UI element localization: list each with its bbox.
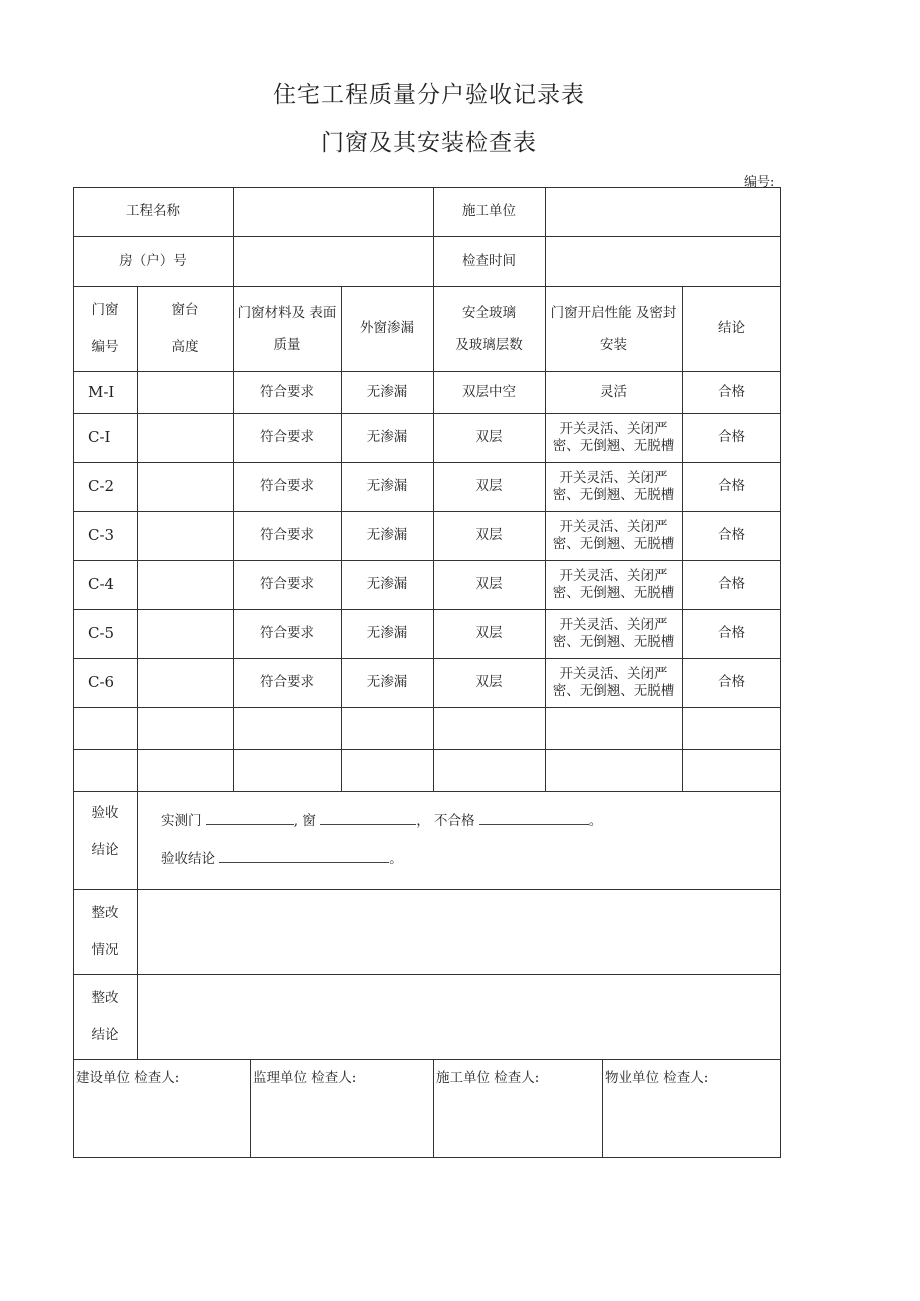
header-glass-line2: 及玻璃层数 — [455, 336, 523, 353]
divider — [73, 791, 781, 792]
row-material: 符合要求 — [260, 383, 314, 400]
unqualified-label: ， 不合格 — [416, 813, 475, 829]
row-operation-line1: 开关灵活、关闭严 — [559, 469, 668, 486]
header-safety-glass — [433, 286, 545, 371]
rectification-conclusion-line2: 结论 — [91, 1026, 119, 1043]
header-window-id-line2: 编号 — [91, 338, 119, 355]
signature-contractor: 施工单位 检查人: — [436, 1070, 540, 1086]
row-material: 符合要求 — [260, 527, 314, 544]
project-name-field[interactable] — [233, 187, 433, 236]
row-leakage: 无渗漏 — [366, 478, 408, 495]
row-id: C-5 — [88, 624, 115, 643]
table-border-bottom — [73, 1157, 781, 1158]
line1-period: 。 — [588, 813, 603, 829]
row-operation-line1: 开关灵活、关闭严 — [559, 420, 668, 437]
room-number-label: 房（户）号 — [119, 252, 187, 269]
header-opening-line2: 安装 — [599, 336, 627, 353]
row-id: C-2 — [88, 477, 115, 496]
room-number-field[interactable] — [233, 236, 433, 286]
measured-window-blank[interactable] — [320, 812, 416, 825]
row-operation-line1: 开关灵活、关闭严 — [559, 616, 668, 633]
row-material: 符合要求 — [260, 429, 314, 446]
construction-unit-label: 施工单位 — [462, 203, 516, 220]
row-id: C-I — [88, 428, 111, 447]
row-operation-line2: 密、无倒翘、无脱槽 — [552, 486, 675, 503]
row-id: M-I — [88, 382, 115, 401]
row-operation — [545, 609, 682, 658]
measured-door-blank[interactable] — [206, 812, 294, 825]
row-id: C-3 — [88, 526, 115, 545]
header-opening-performance — [545, 286, 682, 371]
row-leakage: 无渗漏 — [366, 527, 408, 544]
row-id: C-6 — [88, 673, 115, 692]
row-result: 合格 — [718, 429, 745, 446]
row-material: 符合要求 — [260, 576, 314, 593]
row-leakage: 无渗漏 — [366, 576, 408, 593]
signature-construction-owner: 建设单位 检查人: — [76, 1070, 180, 1086]
row-operation-line2: 密、无倒翘、无脱槽 — [552, 682, 675, 699]
divider — [433, 1059, 434, 1157]
divider — [250, 1059, 251, 1157]
row-operation: 灵活 — [600, 383, 627, 400]
row-glass: 双层 — [475, 625, 503, 642]
divider — [73, 749, 781, 750]
rectification-status-label — [73, 889, 137, 974]
header-material-quality — [233, 286, 341, 371]
row-id: C-4 — [88, 575, 115, 594]
row-material: 符合要求 — [260, 478, 314, 495]
row-result: 合格 — [718, 478, 745, 495]
header-sill-height-line2: 高度 — [171, 338, 199, 355]
row-glass: 双层中空 — [462, 383, 516, 400]
rectification-conclusion-label — [73, 974, 137, 1059]
row-operation — [545, 658, 682, 707]
row-material: 符合要求 — [260, 625, 314, 642]
row-operation-line2: 密、无倒翘、无脱槽 — [552, 584, 675, 601]
row-operation-line1: 开关灵活、关闭严 — [559, 665, 668, 682]
measured-door-label: 实测门 — [161, 813, 202, 829]
header-sill-height — [137, 286, 233, 371]
header-conclusion: 结论 — [718, 320, 745, 337]
serial-number-label: 编号: — [744, 175, 775, 190]
signature-supervision: 监理单位 检查人: — [253, 1070, 357, 1086]
document-title: 住宅工程质量分户验收记录表 — [273, 82, 585, 108]
acceptance-label — [73, 791, 137, 889]
check-time-label: 检查时间 — [462, 252, 516, 269]
row-glass: 双层 — [475, 576, 503, 593]
row-glass: 双层 — [475, 478, 503, 495]
header-window-leakage: 外窗渗漏 — [360, 320, 414, 337]
divider — [137, 791, 138, 1059]
row-operation-line2: 密、无倒翘、无脱槽 — [552, 633, 675, 650]
acceptance-label-line2: 结论 — [91, 842, 119, 858]
row-operation — [545, 511, 682, 560]
row-glass: 双层 — [475, 674, 503, 691]
row-leakage: 无渗漏 — [366, 674, 408, 691]
divider — [73, 1059, 781, 1060]
row-leakage: 无渗漏 — [366, 383, 408, 400]
acceptance-conclusion-label: 验收结论 — [161, 851, 215, 867]
rectification-conclusion-line1: 整改 — [91, 989, 119, 1006]
construction-unit-field[interactable] — [545, 187, 781, 236]
header-glass-line1: 安全玻璃 — [462, 304, 516, 321]
row-leakage: 无渗漏 — [366, 429, 408, 446]
row-operation-line2: 密、无倒翘、无脱槽 — [552, 535, 675, 552]
check-time-field[interactable] — [545, 236, 781, 286]
document-subtitle: 门窗及其安装检查表 — [321, 130, 537, 156]
header-sill-height-line1: 窗台 — [171, 301, 199, 318]
rectification-status-line2: 情况 — [91, 941, 119, 958]
row-leakage: 无渗漏 — [366, 625, 408, 642]
row-result: 合格 — [718, 383, 745, 400]
row-result: 合格 — [718, 674, 745, 691]
acceptance-line1 — [161, 809, 602, 829]
header-material-line1: 门窗材料及 表面 — [237, 304, 337, 321]
row-operation-line1: 开关灵活、关闭严 — [559, 518, 668, 535]
header-window-id — [73, 286, 137, 371]
divider — [602, 1059, 603, 1157]
header-window-id-line1: 门窗 — [91, 301, 119, 318]
row-glass: 双层 — [475, 527, 503, 544]
row-result: 合格 — [718, 625, 745, 642]
row-result: 合格 — [718, 527, 745, 544]
divider — [73, 889, 781, 890]
acceptance-label-line1: 验收 — [91, 805, 119, 821]
row-operation-line1: 开关灵活、关闭严 — [559, 567, 668, 584]
row-operation — [545, 462, 682, 511]
unqualified-blank[interactable] — [479, 812, 589, 825]
row-material: 符合要求 — [260, 674, 314, 691]
window-label: , 窗 — [293, 813, 316, 829]
signature-property-management: 物业单位 检查人: — [605, 1070, 709, 1086]
header-opening-line1: 门窗开启性能 及密封 — [550, 304, 677, 321]
divider — [73, 707, 781, 708]
line2-period: 。 — [389, 851, 403, 867]
row-operation — [545, 413, 682, 462]
row-glass: 双层 — [475, 429, 503, 446]
project-name-label: 工程名称 — [126, 203, 180, 220]
acceptance-line2 — [161, 847, 403, 867]
row-operation — [545, 560, 682, 609]
rectification-status-line1: 整改 — [91, 904, 119, 921]
row-operation-line2: 密、无倒翘、无脱槽 — [552, 437, 675, 454]
inspection-table — [73, 187, 781, 1158]
acceptance-conclusion-blank[interactable] — [219, 850, 389, 863]
header-material-line2: 质量 — [273, 336, 301, 353]
row-result: 合格 — [718, 576, 745, 593]
divider — [73, 974, 781, 975]
